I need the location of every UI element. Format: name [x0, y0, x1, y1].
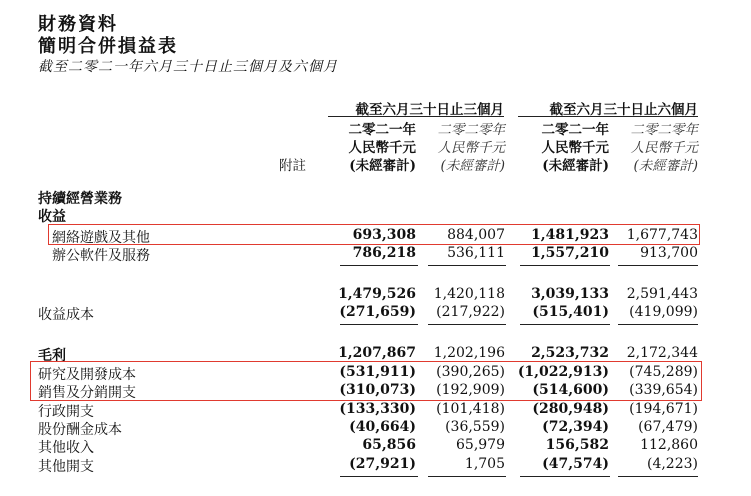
subtotal-rule — [428, 476, 506, 477]
subtotal-rule — [428, 265, 506, 266]
cell-6m-2021: 2,523,732 — [531, 345, 609, 361]
cell-3m-2020: (192,909) — [436, 382, 505, 398]
table-row — [0, 286, 751, 304]
section-continuing-operations: 持續經營業務 — [38, 191, 122, 207]
report-title: 財務資料 — [38, 14, 118, 35]
cell-3m-2020: (390,265) — [436, 364, 505, 380]
table-row — [0, 419, 751, 437]
cell-3m-2020: 536,111 — [447, 245, 505, 261]
cell-6m-2020: 2,591,443 — [626, 286, 698, 302]
row-label: 股份酬金成本 — [38, 422, 122, 438]
subtotal-rule — [340, 324, 418, 325]
cell-3m-2021: (133,330) — [339, 401, 416, 417]
cell-3m-2020: 1,705 — [464, 456, 505, 472]
header-period-3m: 截至六月三十日止三個月 — [355, 102, 504, 118]
header-unaudited-c3: (未經審計) — [542, 158, 609, 174]
cell-3m-2020: (36,559) — [445, 419, 505, 435]
header-year-2020-6m: 二零二零年 — [630, 122, 698, 138]
subtotal-rule — [618, 476, 698, 477]
cell-3m-2020: (217,922) — [436, 304, 505, 320]
cell-6m-2020: 112,860 — [640, 437, 698, 453]
cell-3m-2021: (271,659) — [339, 304, 416, 320]
header-unaudited-c1: (未經審計) — [349, 158, 416, 174]
row-label: 研究及開發成本 — [38, 367, 136, 383]
cell-6m-2020: 2,172,344 — [626, 345, 698, 361]
header-year-2021-3m: 二零二一年 — [348, 122, 416, 138]
cell-3m-2020: (101,418) — [436, 401, 505, 417]
row-label: 收益成本 — [38, 307, 94, 323]
header-rule-3m — [328, 116, 504, 117]
header-unaudited-c4: (未經審計) — [633, 158, 698, 174]
cell-3m-2021: 693,308 — [352, 227, 416, 243]
cell-3m-2021: (310,073) — [339, 382, 416, 398]
row-label: 其他收入 — [38, 440, 94, 456]
cell-6m-2021: (514,600) — [532, 382, 609, 398]
cell-3m-2021: 1,479,526 — [338, 286, 416, 302]
cell-6m-2020: (194,671) — [629, 401, 698, 417]
cell-3m-2021: (27,921) — [349, 456, 416, 472]
highlight-box-games — [48, 224, 700, 245]
row-label: 行政開支 — [38, 404, 94, 420]
header-currency-c1: 人民幣千元 — [348, 140, 416, 156]
cell-6m-2021: (72,394) — [542, 419, 609, 435]
cell-6m-2020: (419,099) — [629, 304, 698, 320]
cell-3m-2021: (40,664) — [349, 419, 416, 435]
row-label: 毛利 — [38, 348, 66, 364]
cell-3m-2021: 786,218 — [352, 245, 416, 261]
subtotal-rule — [340, 476, 418, 477]
table-row — [0, 437, 751, 455]
cell-6m-2021: (515,401) — [532, 304, 609, 320]
cell-3m-2020: 884,007 — [447, 227, 505, 243]
subtotal-rule — [618, 324, 698, 325]
cell-6m-2020: 1,677,743 — [626, 227, 698, 243]
subtotal-rule — [428, 324, 506, 325]
statement-title: 簡明合併損益表 — [38, 36, 178, 57]
header-year-2021-6m: 二零二一年 — [541, 122, 609, 138]
row-label: 其他開支 — [38, 459, 94, 475]
header-currency-c3: 人民幣千元 — [541, 140, 609, 156]
table-row — [0, 304, 751, 322]
header-year-2020-3m: 二零二零年 — [437, 122, 505, 138]
subtotal-rule — [618, 265, 698, 266]
cell-6m-2020: (4,223) — [646, 456, 698, 472]
row-label: 銷售及分銷開支 — [38, 385, 136, 401]
table-row — [0, 401, 751, 419]
header-note: 附註 — [279, 158, 306, 174]
subtotal-rule — [340, 265, 418, 266]
cell-6m-2021: (47,574) — [542, 456, 609, 472]
cell-6m-2020: 913,700 — [640, 245, 698, 261]
cell-6m-2021: (1,022,913) — [517, 364, 609, 380]
header-unaudited-c2: (未經審計) — [440, 158, 505, 174]
cell-3m-2021: 1,207,867 — [338, 345, 416, 361]
highlight-box-expenses — [30, 361, 702, 401]
cell-3m-2020: 65,979 — [456, 437, 505, 453]
row-label: 辦公軟件及服務 — [52, 248, 150, 264]
cell-3m-2020: 1,202,196 — [433, 345, 505, 361]
cell-6m-2021: 1,481,923 — [531, 227, 609, 243]
cell-6m-2021: (280,948) — [532, 401, 609, 417]
cell-3m-2021: (531,911) — [339, 364, 416, 380]
header-currency-c2: 人民幣千元 — [437, 140, 505, 156]
section-revenue: 收益 — [38, 209, 66, 225]
table-row — [0, 245, 751, 263]
subtotal-rule — [520, 476, 610, 477]
cell-6m-2020: (745,289) — [629, 364, 698, 380]
table-row — [0, 456, 751, 474]
cell-3m-2020: 1,420,118 — [433, 286, 505, 302]
cell-6m-2021: 3,039,133 — [531, 286, 609, 302]
cell-3m-2021: 65,856 — [362, 437, 416, 453]
cell-6m-2021: 156,582 — [545, 437, 609, 453]
header-period-6m: 截至六月三十日止六個月 — [549, 102, 698, 118]
header-rule-6m — [518, 116, 698, 117]
cell-6m-2021: 1,557,210 — [531, 245, 609, 261]
cell-6m-2020: (339,654) — [629, 382, 698, 398]
subtotal-rule — [520, 324, 610, 325]
subtotal-rule — [520, 265, 610, 266]
cell-6m-2020: (67,479) — [638, 419, 698, 435]
statement-period: 截至二零二一年六月三十日止三個月及六個月 — [38, 59, 338, 75]
header-currency-c4: 人民幣千元 — [630, 140, 698, 156]
row-label: 網絡遊戲及其他 — [52, 230, 150, 246]
